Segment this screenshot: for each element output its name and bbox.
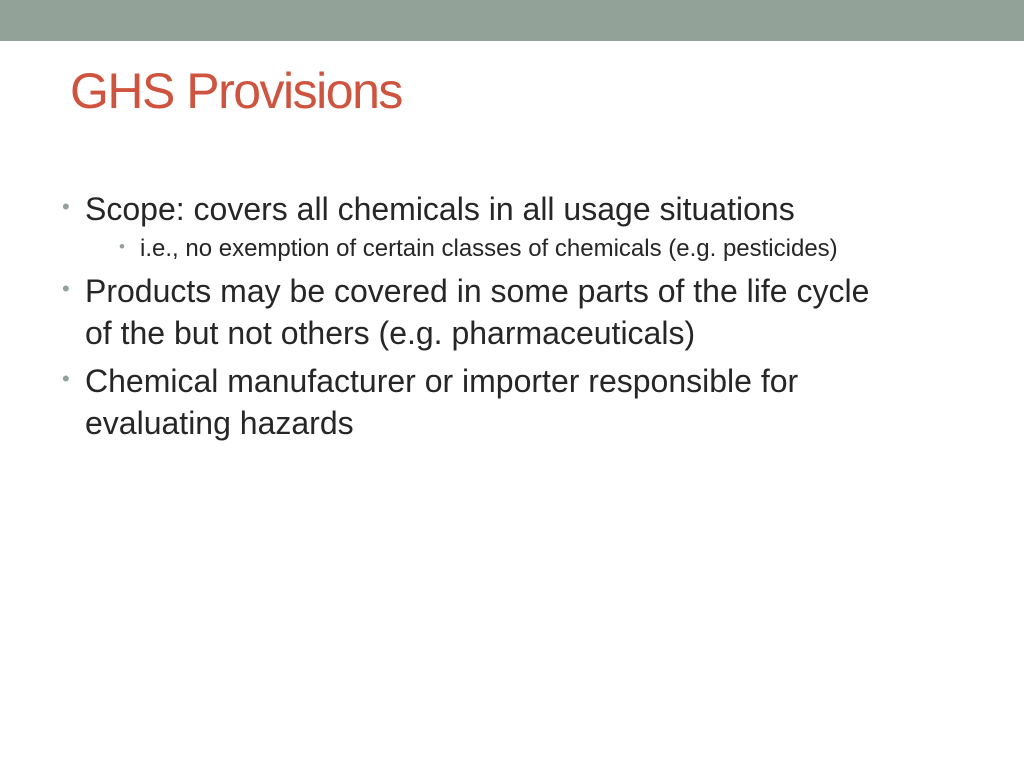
bullet-text: Scope: covers all chemicals in all usage situations: [85, 191, 795, 227]
bullet-text: Products may be covered in some parts of the life cycle of the but not others (e.g. pharmaceuticals): [85, 273, 870, 351]
bullet-item-scope: [60, 188, 880, 266]
bullet-item-products: [60, 270, 880, 354]
bullet-dot-icon: •: [62, 194, 70, 219]
top-accent-band: [0, 0, 1024, 41]
bullet-text: Chemical manufacturer or importer responsible for evaluating hazards: [85, 363, 799, 441]
bullet-dot-icon: •: [62, 366, 70, 391]
bullet-dot-icon: •: [62, 276, 70, 301]
slide-body: [60, 188, 880, 450]
sub-bullet-item-exemption: [115, 232, 880, 266]
bullet-dot-icon: •: [119, 237, 125, 256]
bullet-list: [60, 188, 880, 444]
sub-bullet-text: i.e., no exemption of certain classes of chemicals (e.g. pesticides): [140, 235, 838, 262]
sub-bullet-list: [85, 232, 880, 266]
bullet-item-manufacturer: [60, 360, 880, 444]
slide-title: GHS Provisions: [70, 63, 402, 119]
